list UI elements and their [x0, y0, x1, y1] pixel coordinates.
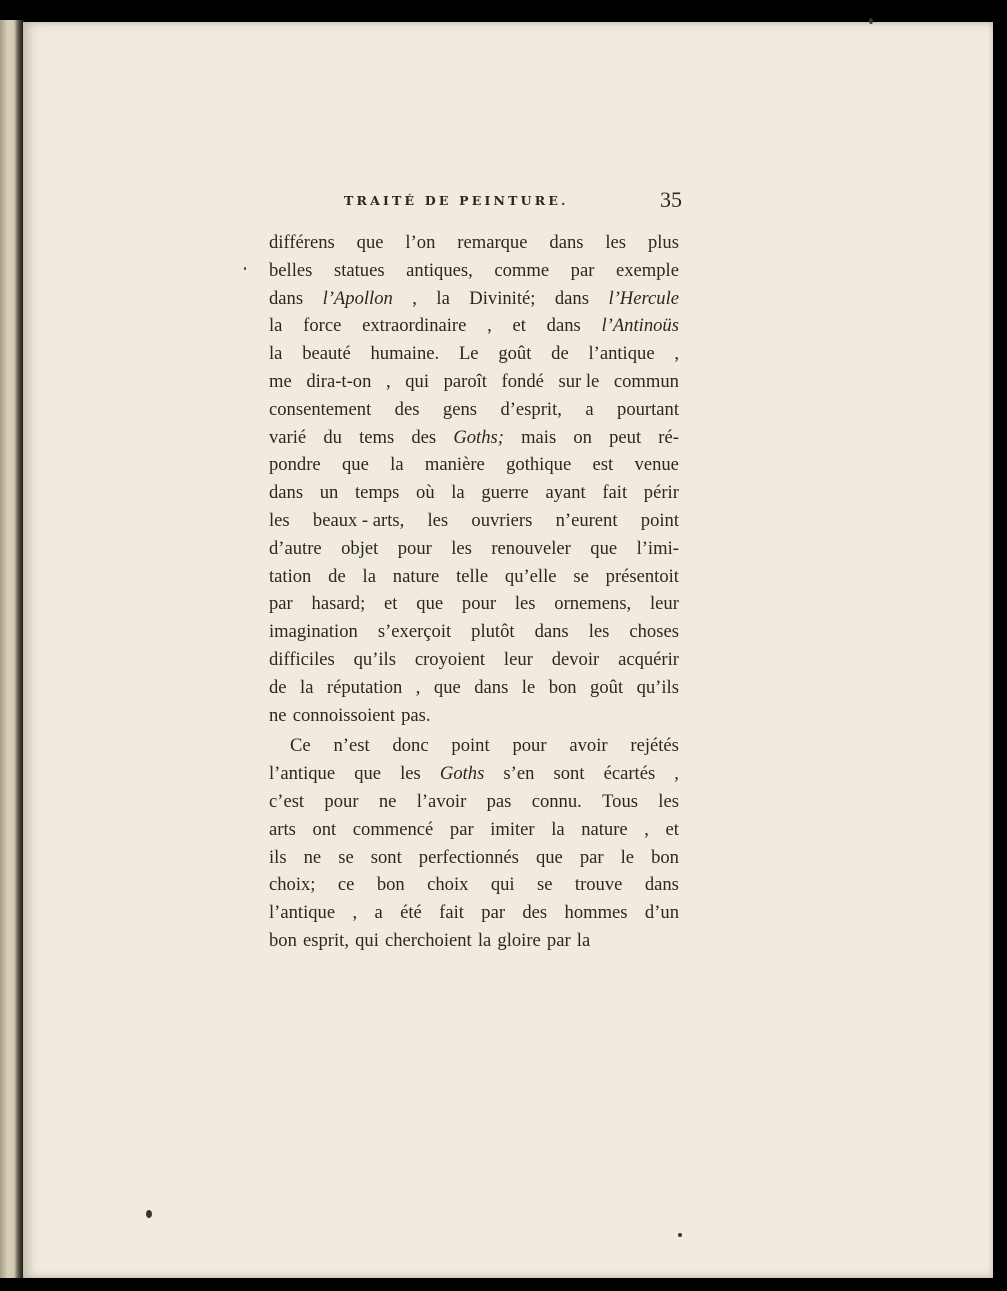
text-line: [269, 674, 679, 702]
word: l’antique: [588, 343, 655, 365]
word: comme: [494, 259, 550, 281]
word: qu’ils: [353, 648, 396, 670]
word: commencé: [352, 818, 434, 840]
word: écartés: [603, 763, 656, 785]
word: point: [640, 509, 679, 531]
word: ,: [644, 818, 649, 840]
word: la: [576, 929, 591, 951]
word: choses: [629, 621, 679, 643]
word: la: [436, 287, 450, 309]
word: des: [522, 902, 548, 924]
word: l’on: [405, 232, 436, 253]
word: Tous: [602, 790, 638, 812]
word: ce: [337, 874, 355, 896]
word: dans: [546, 315, 581, 337]
word: renouveler: [491, 537, 571, 559]
word: temps: [354, 482, 400, 504]
word: et: [384, 593, 398, 615]
word: esprit,: [303, 929, 349, 951]
text-line: [269, 927, 679, 955]
text-line: [269, 424, 679, 452]
word: que: [354, 763, 382, 785]
text-line: [269, 396, 679, 424]
word: Goths;: [453, 426, 504, 448]
word: bon: [376, 874, 405, 896]
word: l’Antinoüs: [601, 315, 679, 337]
running-title: TRAITÉ DE PEINTURE.: [344, 193, 569, 208]
word: s’exerçoit: [377, 621, 452, 643]
word: connu.: [531, 790, 582, 812]
text-line: [269, 229, 679, 257]
word: trouve: [574, 874, 623, 896]
text-line: [269, 871, 679, 899]
word: ne: [269, 704, 287, 726]
word: dira-t-on: [306, 370, 372, 392]
word: l’Hercule: [608, 287, 679, 309]
ink-speck: [146, 1210, 152, 1218]
word: croyoient: [414, 648, 486, 670]
word: ils: [269, 846, 287, 868]
word: guerre: [481, 482, 529, 504]
word: ne: [303, 846, 322, 868]
word: extraordinaire: [362, 315, 467, 337]
word: pondre: [269, 454, 321, 476]
word: perfectionnés: [418, 846, 519, 868]
word: les: [269, 509, 290, 531]
word: leur: [503, 648, 533, 670]
word: ouvriers: [471, 509, 533, 531]
word: telle: [456, 565, 489, 587]
word: que: [535, 846, 563, 868]
word: ,: [674, 763, 679, 785]
page-number: 35: [660, 187, 682, 212]
word: Le: [458, 343, 479, 365]
word: beauté: [302, 343, 351, 365]
word: manière: [424, 454, 485, 476]
word: les: [400, 763, 421, 785]
text-line: [269, 899, 679, 927]
word: pour: [512, 735, 547, 757]
paragraph-2: [269, 732, 679, 954]
word: des: [394, 398, 420, 420]
word: rejétés: [630, 735, 679, 757]
word: et: [665, 818, 679, 840]
text-line: [269, 257, 679, 285]
word: goût: [590, 676, 624, 698]
word: ré-: [658, 426, 679, 448]
word: tation: [269, 565, 312, 587]
word: pour: [324, 790, 359, 812]
word: bon: [548, 676, 577, 698]
word: que: [341, 454, 369, 476]
word: hasard;: [311, 593, 366, 615]
word: fondé: [501, 370, 544, 392]
text-line: [269, 788, 679, 816]
word: ornemens,: [554, 593, 632, 615]
word: statues: [333, 259, 385, 281]
word: acquérir: [618, 648, 679, 670]
word: consentement: [269, 398, 372, 420]
word: des: [411, 426, 437, 448]
word: la: [300, 676, 314, 698]
word: n’est: [333, 735, 370, 757]
word: exemple: [615, 259, 679, 281]
word: dans: [549, 232, 584, 253]
word: mais: [521, 426, 557, 448]
word: dans: [534, 621, 569, 643]
word: dans: [269, 482, 304, 504]
text-line: [269, 563, 679, 591]
word: et: [512, 315, 526, 337]
word: de: [551, 343, 569, 365]
word: la: [477, 929, 492, 951]
word: bon: [269, 929, 297, 951]
text-line: [269, 285, 679, 313]
word: dans: [644, 874, 679, 896]
word: pas.: [401, 704, 431, 726]
word: le: [620, 846, 635, 868]
word: imiter: [490, 818, 535, 840]
word: Goths: [439, 763, 485, 785]
word: pour: [461, 593, 497, 615]
word: fait: [602, 482, 628, 504]
word: l’antique: [269, 902, 336, 924]
word: les: [451, 537, 472, 559]
word: point: [451, 735, 490, 757]
word: gens: [442, 398, 477, 420]
word: devoir: [551, 648, 600, 670]
word: plus: [647, 232, 679, 253]
word: les: [588, 621, 610, 643]
word: qu’ils: [636, 676, 679, 698]
word: de: [328, 565, 346, 587]
word: dans: [554, 287, 589, 309]
word: d’autre: [269, 537, 322, 559]
text-line: [269, 844, 679, 872]
text-line: [269, 368, 679, 396]
word: antiques,: [406, 259, 473, 281]
word: l’Apollon: [322, 287, 393, 309]
text-line: [269, 732, 679, 760]
word: sur le: [558, 370, 600, 392]
word: d’un: [644, 902, 679, 924]
word: la: [362, 565, 376, 587]
word: pour: [397, 537, 432, 559]
word: ,: [412, 287, 417, 309]
word: a: [585, 398, 594, 420]
text-line: [269, 312, 679, 340]
word: l’imi-: [636, 537, 679, 559]
word: ,: [674, 343, 679, 365]
word: dans: [269, 287, 304, 309]
word: les: [514, 593, 536, 615]
text-line: [269, 702, 679, 730]
word: que: [433, 676, 461, 698]
word: le: [521, 676, 536, 698]
word: la: [451, 482, 465, 504]
word: présentoit: [605, 565, 679, 587]
word: a: [374, 902, 383, 924]
word: commun: [613, 370, 679, 392]
word: par: [269, 593, 293, 615]
word: avoir: [569, 735, 608, 757]
word: se: [537, 874, 553, 896]
word: goût: [498, 343, 532, 365]
word: ,: [385, 370, 391, 392]
word: l’antique: [269, 763, 336, 785]
word: connoissoient: [292, 704, 395, 726]
word: que: [416, 593, 444, 615]
text-line: [269, 618, 679, 646]
word: tems: [359, 426, 395, 448]
word: qui: [490, 874, 515, 896]
word: ,: [415, 676, 421, 698]
word: nature: [581, 818, 628, 840]
word: varié: [269, 426, 307, 448]
word: sont: [553, 763, 585, 785]
word: pas: [486, 790, 512, 812]
word: un: [319, 482, 339, 504]
word: cherchoient: [385, 929, 472, 951]
word: peut: [609, 426, 642, 448]
word: ne: [378, 790, 397, 812]
word: de: [269, 676, 287, 698]
word: par: [481, 902, 506, 924]
word: fait: [439, 902, 464, 924]
word: ont: [312, 818, 337, 840]
word: nature: [392, 565, 440, 587]
word: Divinité;: [469, 287, 536, 309]
word: Ce: [290, 735, 311, 757]
word: on: [573, 426, 592, 448]
word: les: [427, 509, 449, 531]
text-line: [269, 507, 679, 535]
word: me: [269, 370, 292, 392]
word: se: [573, 565, 589, 587]
word: différens: [269, 232, 335, 253]
ink-speck: [869, 18, 873, 24]
word: la: [551, 818, 565, 840]
word: choix;: [269, 874, 316, 896]
word: sont: [370, 846, 402, 868]
word: s’en: [503, 763, 535, 785]
word: la: [269, 315, 283, 337]
ink-speck: [678, 1233, 682, 1237]
word: par: [570, 259, 595, 281]
text-line: [269, 479, 679, 507]
word: force: [303, 315, 342, 337]
word: d’esprit,: [500, 398, 562, 420]
word: hommes: [564, 902, 628, 924]
word: beaux - arts,: [312, 509, 405, 531]
word: plutôt: [471, 621, 515, 643]
word: les: [605, 232, 627, 253]
word: la: [269, 343, 283, 365]
word: leur: [650, 593, 679, 615]
word: pourtant: [617, 398, 679, 420]
book-page: [23, 22, 993, 1278]
word: bon: [651, 846, 679, 868]
word: choix: [427, 874, 469, 896]
word: imagination: [269, 621, 358, 643]
word: qu’elle: [504, 565, 557, 587]
word: remarque: [457, 232, 528, 253]
word: donc: [392, 735, 429, 757]
word: gothique: [506, 454, 572, 476]
text-line: [269, 590, 679, 618]
word: humaine.: [370, 343, 440, 365]
word: belles: [269, 259, 313, 281]
word: gloire: [497, 929, 541, 951]
word: ,: [487, 315, 492, 337]
paragraph-1: [269, 229, 679, 729]
word: périr: [643, 482, 679, 504]
word: ayant: [545, 482, 586, 504]
word: que: [590, 537, 618, 559]
word: est: [592, 454, 614, 476]
word: que: [356, 232, 384, 253]
word: par: [579, 846, 604, 868]
ink-speck: [244, 267, 246, 270]
text-line: [269, 646, 679, 674]
word: difficiles: [269, 648, 335, 670]
word: dans: [474, 676, 509, 698]
text-line: [269, 451, 679, 479]
word: où: [416, 482, 435, 504]
word: paroît: [443, 370, 487, 392]
word: arts: [269, 818, 296, 840]
word: objet: [341, 537, 379, 559]
text-line: [269, 535, 679, 563]
word: c’est: [269, 790, 305, 812]
word: par: [546, 929, 571, 951]
word: qui: [405, 370, 429, 392]
word: venue: [634, 454, 679, 476]
body-text: [269, 229, 679, 955]
text-line: [269, 816, 679, 844]
word: n’eurent: [555, 509, 618, 531]
word: été: [400, 902, 422, 924]
text-line: [269, 340, 679, 368]
word: ,: [352, 902, 358, 924]
word: par: [449, 818, 474, 840]
word: les: [658, 790, 679, 812]
word: réputation: [326, 676, 403, 698]
text-line: [269, 760, 679, 788]
word: qui: [355, 929, 379, 951]
word: se: [338, 846, 354, 868]
running-head: [344, 187, 682, 215]
word: du: [323, 426, 342, 448]
word: l’avoir: [416, 790, 467, 812]
word: la: [390, 454, 404, 476]
